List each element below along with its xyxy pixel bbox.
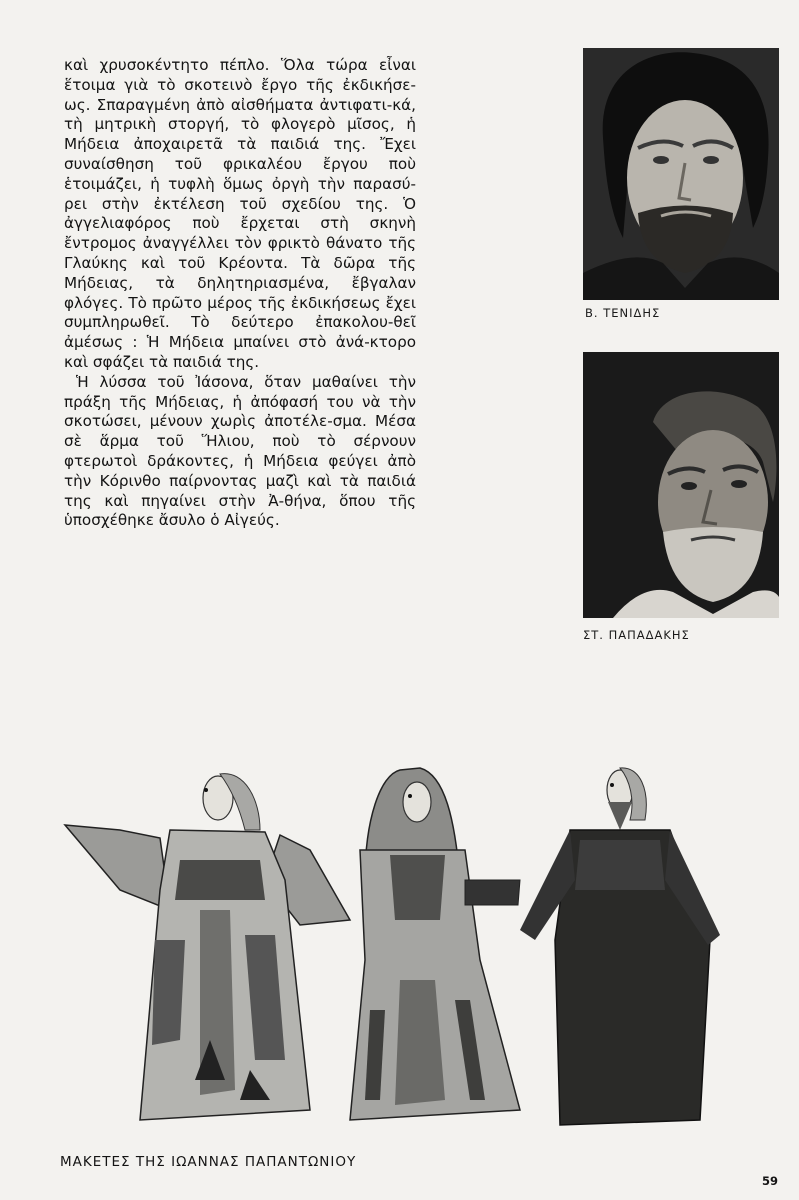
bearded-man-portrait-icon <box>583 48 779 300</box>
article-paragraph-2: Ἡ λύσσα τοῦ Ἰάσονα, ὅταν μαθαίνει τὴν πράξη τῆς Μήδειας, ἡ ἀπόφασή του νὰ τὴν σκοτώσει, μένουν χωρὶς ἀποτέλε-σμα. Μέσα σὲ ἅρμα τοῦ Ἥλιου, ποὺ τὸ σέρνουν φτερωτοὶ δράκοντες, ἡ Μήδεια φεύγει ἀπὸ τὴν Κόρινθο παίρνοντας μαζὶ καὶ τὰ παιδιά της καὶ πηγαίνει στὴν Ἀ-θήνα, ὅπου τῆς ὑποσχέθηκε ἄσυλο ὁ Αἰγεύς. <box>64 372 416 530</box>
page-number: 59 <box>762 1174 779 1188</box>
portrait-caption-papadakis: ΣΤ. ΠΑΠΑΔΑΚΗΣ <box>583 628 690 642</box>
portrait-photo-papadakis <box>583 352 779 618</box>
portrait-photo-tenidis <box>583 48 779 300</box>
article-paragraph-1: καὶ χρυσοκέντητο πέπλο. Ὅλα τώρα εἶναι ἕτοιμα γιὰ τὸ σκοτεινὸ ἔργο τῆς ἐκδικήσε-ως. Σπαραγμένη ἀπὸ αἰσθήματα ἀντιφατι-κά, τὴ μητρικὴ στοργή, τὸ φλογερὸ μῖσος, ἡ Μήδεια ἀποχαιρετᾶ τὰ παιδιά της. Ἔχει συναίσθηση τοῦ φρικαλέου ἔργου ποὺ ἑτοιμάζει, ἡ τυφλὴ ὅμως ὀργὴ τὴν παρασύ-ρει στὴν ἐκτέλεση τοῦ σχεδίου της. Ὁ ἀγγελιαφόρος ποὺ ἔρχεται στὴ σκηνὴ ἔντρομος ἀναγγέλλει τὸν φρικτὸ θάνατο τῆς Γλαύκης καὶ τοῦ Κρέοντα. Τὰ δῶρα τῆς Μήδειας, τὰ δηλητηριασμένα, ἔβγαλαν φλόγες. Τὸ πρῶτο μέρος τῆς ἐκδικήσεως ἔχει συμπληρωθεῖ. Τὸ δεύτερο ἐπακολου-θεῖ ἀμέσως : Ἡ Μήδεια μπαίνει στὸ ἀνά-κτορο καὶ σφάζει τὰ παιδιά της. <box>64 56 416 371</box>
costume-figure-nurse <box>350 768 520 1120</box>
sketches-caption: ΜΑΚΕΤΕΣ ΤΗΣ ΙΩΑΝΝΑΣ ΠΑΠΑΝΤΩΝΙΟΥ <box>60 1154 357 1170</box>
costume-figure-medea <box>65 774 350 1120</box>
portrait-caption-tenidis: Β. ΤΕΝΙΔΗΣ <box>585 306 661 320</box>
article-text <box>64 56 416 531</box>
grey-bearded-man-portrait-icon <box>583 352 779 618</box>
costume-figures-illustration-icon <box>60 760 750 1150</box>
costume-figure-man <box>520 768 720 1125</box>
costume-sketches <box>60 760 750 1150</box>
